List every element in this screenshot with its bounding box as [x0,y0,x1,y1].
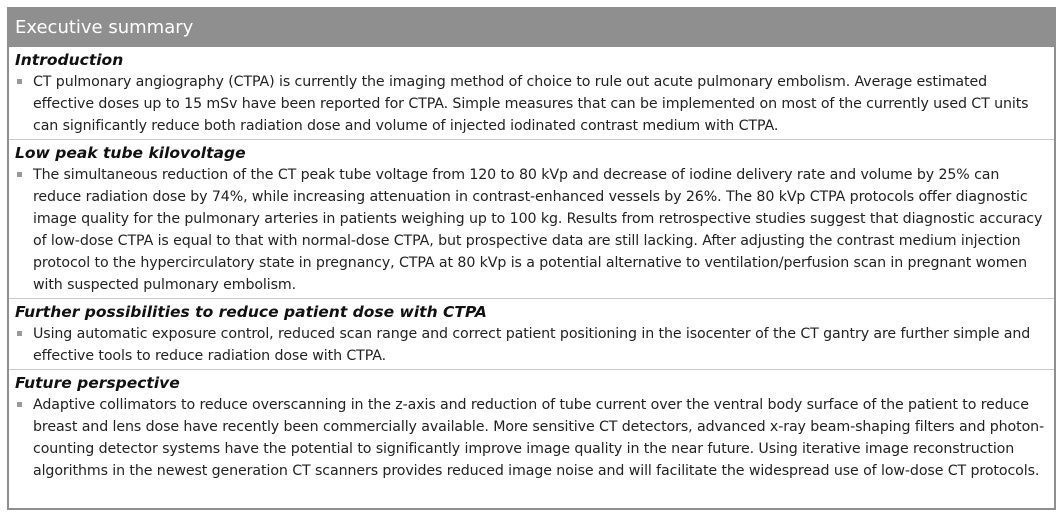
square-bullet-icon [15,394,33,416]
executive-summary-box [7,7,1056,510]
square-bullet-icon [15,323,33,345]
bullet-item [15,323,1048,367]
section-title: Low peak tube kilovoltage [15,144,246,162]
bullet-text: Adaptive collimators to reduce overscanning in the z-axis and reduction of tube current over the ventral body surface of the patient to reduce breast and lens dose have recently been commercially available. More sensitive CT detectors, advanced x-ray beam-shaping filters and photon-counting detector systems have the potential to significantly improve image quality in the near future. Using iterative image reconstruction algorithms in the newest generation CT scanners provides reduced image noise and will facilitate the widespread use of low-dose CT protocols. [33,397,1045,479]
section-title: Future perspective [15,374,180,392]
square-bullet-icon [15,71,33,93]
summary-header: Executive summary [9,9,1054,47]
bullet-item [15,164,1048,296]
square-bullet-icon [15,164,33,186]
section-future-perspective [9,370,1054,484]
section-further-possibilities [9,299,1054,370]
section-low-peak-tube-kilovoltage [9,140,1054,299]
section-title: Introduction [15,51,124,69]
bullet-text: Using automatic exposure control, reduced scan range and correct patient positioning in the isocenter of the CT gantry are further simple and effective tools to reduce radiation dose with CTPA. [33,326,1031,364]
section-title: Further possibilities to reduce patient dose with CTPA [15,303,487,321]
bullet-text: The simultaneous reduction of the CT peak tube voltage from 120 to 80 kVp and decrease of iodine delivery rate and volume by 25% can reduce radiation dose by 74%, while increasing attenuation in contrast-enhanced vessels by 26%. The 80 kVp CTPA protocols offer diagnostic image quality for the pulmonary arteries in patients weighing up to 100 kg. Results from retrospective studies suggest that diagnostic accuracy of low-dose CTPA is equal to that with normal-dose CTPA, but prospective data are still lacking. After adjusting the contrast medium injection protocol to the hypercirculatory state in pregnancy, CTPA at 80 kVp is a potential alternative to ventilation/perfusion scan in pregnant women with suspected pulmonary embolism. [33,167,1043,293]
bullet-text: CT pulmonary angiography (CTPA) is currently the imaging method of choice to rule out acute pulmonary embolism. Average estimated effective doses up to 15 mSv have been reported for CTPA. Simple measures that can be implemented on most of the currently used CT units can significantly reduce both radiation dose and volume of injected iodinated contrast medium with CTPA. [33,74,1029,134]
bullet-item [15,71,1048,137]
bullet-item [15,394,1048,482]
section-introduction [9,47,1054,140]
